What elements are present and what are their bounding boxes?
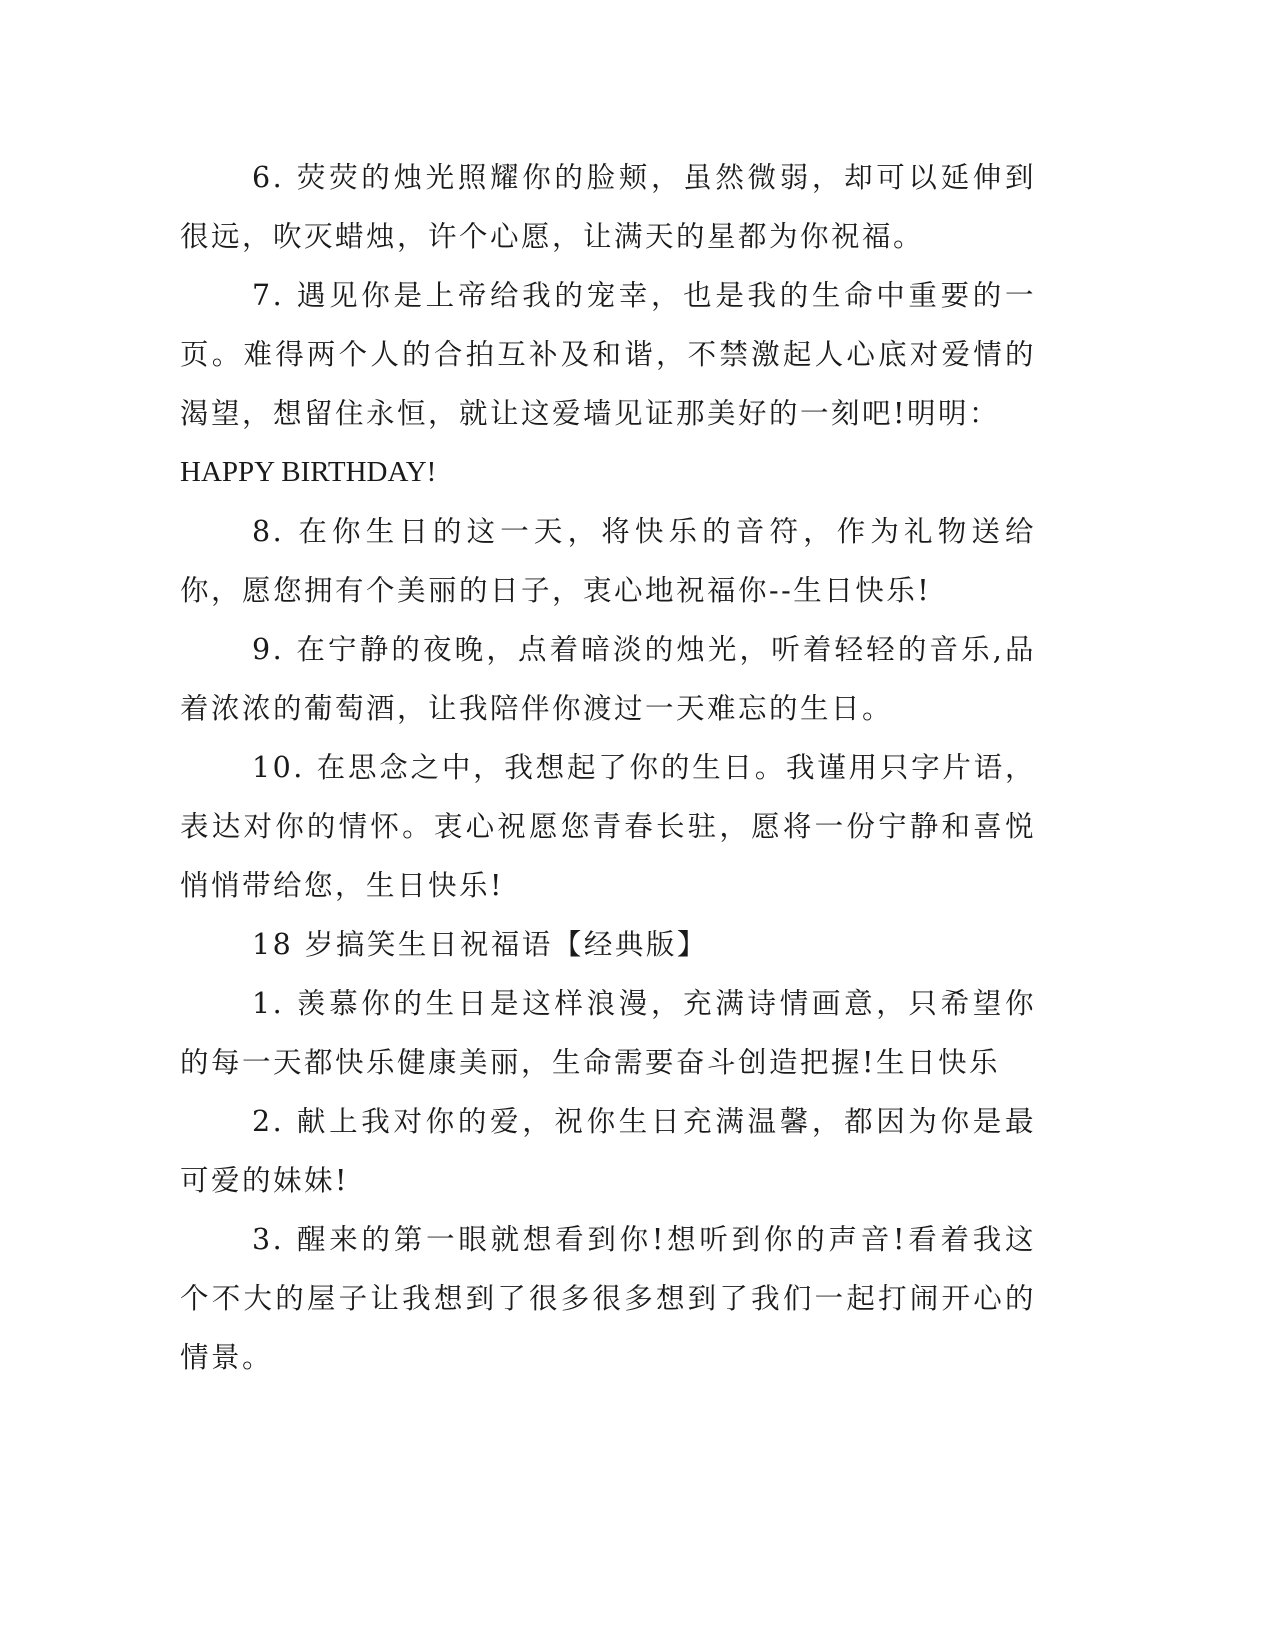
section-heading: 18 岁搞笑生日祝福语【经典版】 <box>252 928 708 961</box>
paragraph-6: 6. 荧荧的烛光照耀你的脸颊，虽然微弱，却可以延伸到很远，吹灭蜡烛，许个心愿，让满天的星都为你祝福。 <box>180 161 1036 253</box>
paragraph-8: 8. 在你生日的这一天，将快乐的音符，作为礼物送给你，愿您拥有个美丽的日子，衷心地祝福你--生日快乐! <box>180 515 1036 607</box>
paragraph-happy-birthday: HAPPY BIRTHDAY! <box>180 456 437 488</box>
paragraph-1: 1. 羡慕你的生日是这样浪漫，充满诗情画意，只希望你的每一天都快乐健康美丽，生命需要奋斗创造把握!生日快乐 <box>180 987 1036 1079</box>
paragraph-9: 9. 在宁静的夜晚，点着暗淡的烛光，听着轻轻的音乐,品着浓浓的葡萄酒，让我陪伴你渡过一天难忘的生日。 <box>180 633 1036 725</box>
paragraph-10: 10. 在思念之中，我想起了你的生日。我谨用只字片语，表达对你的情怀。衷心祝愿您青春长驻，愿将一份宁静和喜悦悄悄带给您，生日快乐! <box>180 751 1036 902</box>
paragraph-2: 2. 献上我对你的爱，祝你生日充满温馨，都因为你是最可爱的妹妹! <box>180 1105 1036 1197</box>
paragraph-3: 3. 醒来的第一眼就想看到你!想听到你的声音!看着我这个不大的屋子让我想到了很多很多想到了我们一起打闹开心的情景。 <box>180 1223 1036 1374</box>
paragraph-7: 7. 遇见你是上帝给我的宠幸，也是我的生命中重要的一页。难得两个人的合拍互补及和谐，不禁激起人心底对爱情的渴望，想留住永恒，就让这爱墙见证那美好的一刻吧!明明： <box>180 279 1036 430</box>
document-body <box>180 148 1036 1387</box>
